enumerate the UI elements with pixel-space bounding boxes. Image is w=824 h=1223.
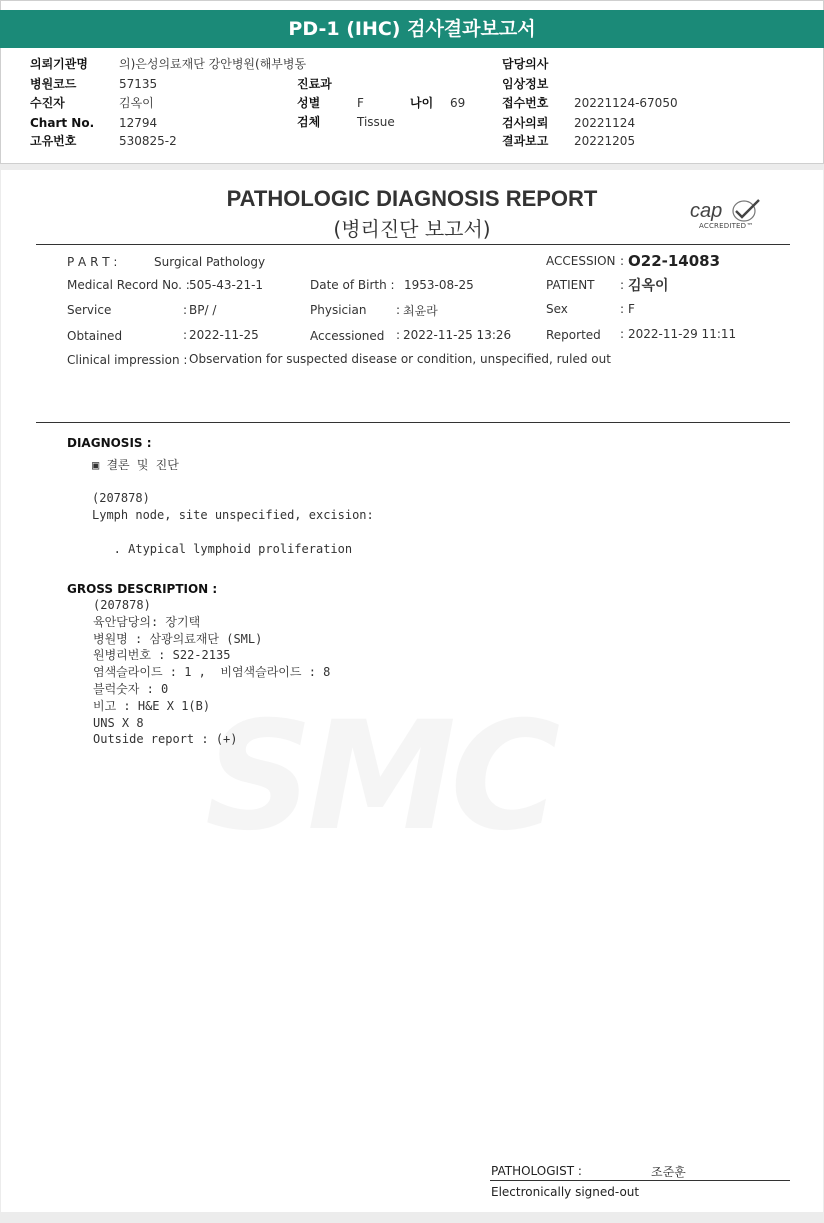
divider-middle xyxy=(36,422,790,423)
header-label-department: 진료과 xyxy=(297,77,332,91)
header-label-unique-no: 고유번호 xyxy=(30,134,77,148)
accession-value: O22-14083 xyxy=(628,252,721,270)
header-value-hospital-code: 57135 xyxy=(119,77,158,91)
physician-colon: : xyxy=(396,303,401,317)
sex-label: Sex xyxy=(546,302,568,316)
part-label: P A R T : xyxy=(67,255,118,269)
gross-line: (207878) xyxy=(93,598,151,612)
part-value: Surgical Pathology xyxy=(154,255,266,269)
diagnosis-line: ▣ 결론 및 진단 xyxy=(92,458,179,472)
report-title: PATHOLOGIC DIAGNOSIS REPORT xyxy=(226,186,598,211)
gross-line: 블럭숫자 : 0 xyxy=(93,682,169,696)
diagnosis-heading: DIAGNOSIS : xyxy=(67,436,152,450)
gross-line: 육안담당의: 장기택 xyxy=(93,614,201,629)
header-label-doctor: 담당의사 xyxy=(502,57,549,71)
cap-logo-text: cap xyxy=(690,200,723,222)
header-label-chart-no: Chart No. xyxy=(30,116,95,130)
sex-colon: : xyxy=(620,302,625,316)
dob-value: 1953-08-25 xyxy=(404,278,474,292)
patient-label: PATIENT xyxy=(546,278,595,292)
header-label-age: 나이 xyxy=(410,96,434,110)
dob-label: Date of Birth : xyxy=(310,278,395,292)
diagnosis-line: . Atypical lymphoid proliferation xyxy=(92,542,353,556)
header-label-sex: 성별 xyxy=(297,96,321,110)
diagnosis-line: (207878) xyxy=(92,491,150,505)
physician-value: 최윤라 xyxy=(403,304,438,318)
pathologist-label: PATHOLOGIST : xyxy=(491,1164,582,1178)
gross-line: 병원명 : 삼광의료재단 (SML) xyxy=(93,631,263,646)
obtained-label: Obtained xyxy=(67,329,123,343)
accessioned-value: 2022-11-25 13:26 xyxy=(403,328,512,342)
diagnosis-line: Lymph node, site unspecified, excision: xyxy=(92,508,374,522)
accession-label: ACCESSION xyxy=(546,254,616,268)
gross-line: Outside report : (+) xyxy=(93,732,238,747)
service-value: BP/ / xyxy=(189,303,217,317)
mrn-value: 505-43-21-1 xyxy=(189,278,264,292)
gross-line: 원병리번호 : S22-2135 xyxy=(93,648,231,663)
header-value-institution: 의)은성의료재단 강안병원(해부병동 xyxy=(119,57,307,71)
header-value-sex: F xyxy=(357,96,364,110)
obtained-value: 2022-11-25 xyxy=(189,328,259,342)
patient-value: 김옥이 xyxy=(628,278,669,294)
gross-line: 비고 : H&E X 1(B) xyxy=(93,698,211,713)
header-value-age: 69 xyxy=(450,96,466,110)
sex-value: F xyxy=(628,302,635,316)
reported-colon: : xyxy=(620,327,625,341)
report-title-bar: PD-1 (IHC) 검사결과보고서 xyxy=(0,10,824,48)
header-value-unique-no: 530825-2 xyxy=(119,134,177,148)
mrn-label: Medical Record No. : xyxy=(67,278,190,292)
header-value-report-date: 20221205 xyxy=(574,134,636,148)
header-value-specimen: Tissue xyxy=(357,115,395,129)
checkmark-icon xyxy=(730,198,762,224)
accessioned-colon: : xyxy=(396,328,401,342)
report-subtitle: (병리진단 보고서) xyxy=(333,217,491,241)
header-label-institution: 의뢰기관명 xyxy=(30,57,88,71)
header-label-hospital-code: 병원코드 xyxy=(30,77,77,91)
header-label-report-date: 결과보고 xyxy=(502,134,549,148)
header-label-receipt-no: 접수번호 xyxy=(502,96,549,110)
obtained-colon: : xyxy=(183,328,188,342)
header-label-request-date: 검사의뢰 xyxy=(502,116,549,130)
cap-accredited-logo xyxy=(690,200,764,234)
gross-line: 염색슬라이드 : 1 , 비염색슬라이드 : 8 xyxy=(93,665,331,680)
divider-top xyxy=(36,244,790,245)
watermark-logo xyxy=(205,690,554,864)
signature-line xyxy=(490,1180,790,1181)
clinical-impression-label: Clinical impression : xyxy=(67,353,188,367)
header-label-examinee: 수진자 xyxy=(30,96,65,110)
reported-value: 2022-11-29 11:11 xyxy=(628,327,737,341)
cap-accredited-text: ACCREDITED™ xyxy=(699,222,754,230)
signed-out-text: Electronically signed-out xyxy=(491,1185,640,1199)
service-label: Service xyxy=(67,303,112,317)
header-value-chart-no: 12794 xyxy=(119,116,158,130)
patient-colon: : xyxy=(620,278,625,292)
header-label-clinical-info: 임상정보 xyxy=(502,77,549,91)
physician-label: Physician xyxy=(310,303,367,317)
reported-label: Reported xyxy=(546,328,601,342)
gross-description-heading: GROSS DESCRIPTION : xyxy=(67,582,218,596)
header-label-specimen: 검체 xyxy=(297,115,321,129)
pathologist-name: 조준훈 xyxy=(651,1165,686,1179)
header-value-receipt-no: 20221124-67050 xyxy=(574,96,678,110)
accessioned-label: Accessioned xyxy=(310,329,385,343)
header-value-request-date: 20221124 xyxy=(574,116,636,130)
service-colon: : xyxy=(183,303,188,317)
header-value-examinee: 김옥이 xyxy=(119,96,154,110)
gross-line: UNS X 8 xyxy=(93,715,144,730)
accession-colon: : xyxy=(620,254,625,268)
clinical-impression-value: Observation for suspected disease or condition, unspecified, ruled out xyxy=(189,352,611,366)
